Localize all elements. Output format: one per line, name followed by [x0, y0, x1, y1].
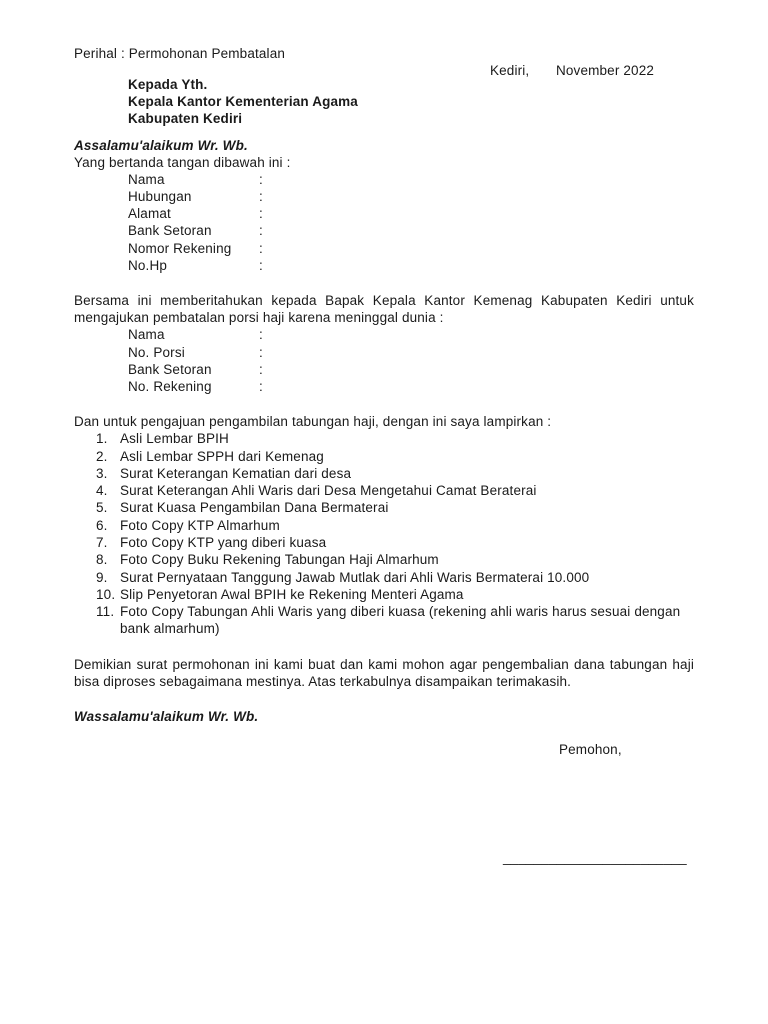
field-label: Nomor Rekening [128, 241, 232, 256]
field-label: No.Hp [128, 258, 168, 273]
list-number: 4. [96, 483, 108, 498]
field-label: Hubungan [128, 189, 192, 204]
field-colon: : [259, 172, 263, 187]
field-label: Bank Setoran [128, 223, 212, 238]
field-colon: : [259, 327, 263, 342]
list-text: Surat Keterangan Ahli Waris dari Desa Mengetahui Camat Beraterai [120, 483, 537, 498]
list-text: Surat Pernyataan Tanggung Jawab Mutlak dari Ahli Waris Bermaterai 10.000 [120, 570, 590, 585]
list-text: Foto Copy Tabungan Ahli Waris yang diberi kuasa (rekening ahli waris harus sesuai dengan bank almarhum) [120, 604, 681, 637]
intro-text: Yang bertanda tangan dibawah ini : [74, 155, 291, 170]
list-number: 7. [96, 535, 108, 550]
list-number: 5. [96, 500, 108, 515]
field-colon: : [259, 189, 263, 204]
list-number: 9. [96, 570, 108, 585]
closing-paragraph: Demikian surat permohonan ini kami buat dan kami mohon agar pengembalian dana tabungan haji bisa diproses sebagaimana mestinya. Atas terkabulnya disampaikan terimakasih. [74, 657, 694, 690]
list-text: Asli Lembar BPIH [120, 431, 229, 446]
greeting: Assalamu'alaikum Wr. Wb. [74, 138, 248, 153]
field-colon: : [259, 379, 263, 394]
list-number: 2. [96, 449, 108, 464]
list-number: 10. [96, 587, 116, 602]
list-text: Surat Keterangan Kematian dari desa [120, 466, 352, 481]
field-colon: : [259, 345, 263, 360]
list-text: Asli Lembar SPPH dari Kemenag [120, 449, 324, 464]
field-label: Nama [128, 327, 165, 342]
signature-line: ________________________ [503, 850, 687, 865]
field-label: Alamat [128, 206, 171, 221]
field-label: Bank Setoran [128, 362, 212, 377]
list-number: 3. [96, 466, 108, 481]
field-colon: : [259, 223, 263, 238]
field-label: Nama [128, 172, 165, 187]
notice-paragraph: Bersama ini memberitahukan kepada Bapak Kepala Kantor Kemenag Kabupaten Kediri untuk mengajukan pembatalan porsi haji karena meninggal dunia : [74, 293, 694, 326]
list-text: Foto Copy KTP yang diberi kuasa [120, 535, 327, 550]
recipient-line-1: Kepada Yth. [128, 77, 208, 92]
field-colon: : [259, 206, 263, 221]
list-number: 6. [96, 518, 108, 533]
attachments-intro: Dan untuk pengajuan pengambilan tabungan haji, dengan ini saya lampirkan : [74, 414, 552, 429]
list-text: Foto Copy Buku Rekening Tabungan Haji Almarhum [120, 552, 439, 567]
list-number: 1. [96, 431, 108, 446]
recipient-line-2: Kepala Kantor Kementerian Agama [128, 94, 358, 109]
field-colon: : [259, 258, 263, 273]
farewell: Wassalamu'alaikum Wr. Wb. [74, 709, 259, 724]
subject-line: Perihal : Permohonan Pembatalan [74, 46, 286, 61]
list-text: Foto Copy KTP Almarhum [120, 518, 280, 533]
letter-date: November 2022 [556, 63, 655, 78]
list-number: 8. [96, 552, 108, 567]
letter-place: Kediri, [490, 63, 530, 78]
list-text: Surat Kuasa Pengambilan Dana Bermaterai [120, 500, 389, 515]
list-number: 11. [96, 604, 115, 619]
field-label: No. Porsi [128, 345, 185, 360]
recipient-line-3: Kabupaten Kediri [128, 111, 243, 126]
field-colon: : [259, 362, 263, 377]
field-colon: : [259, 241, 263, 256]
list-text: Slip Penyetoran Awal BPIH ke Rekening Menteri Agama [120, 587, 464, 602]
signature-title: Pemohon, [559, 742, 622, 757]
field-label: No. Rekening [128, 379, 212, 394]
